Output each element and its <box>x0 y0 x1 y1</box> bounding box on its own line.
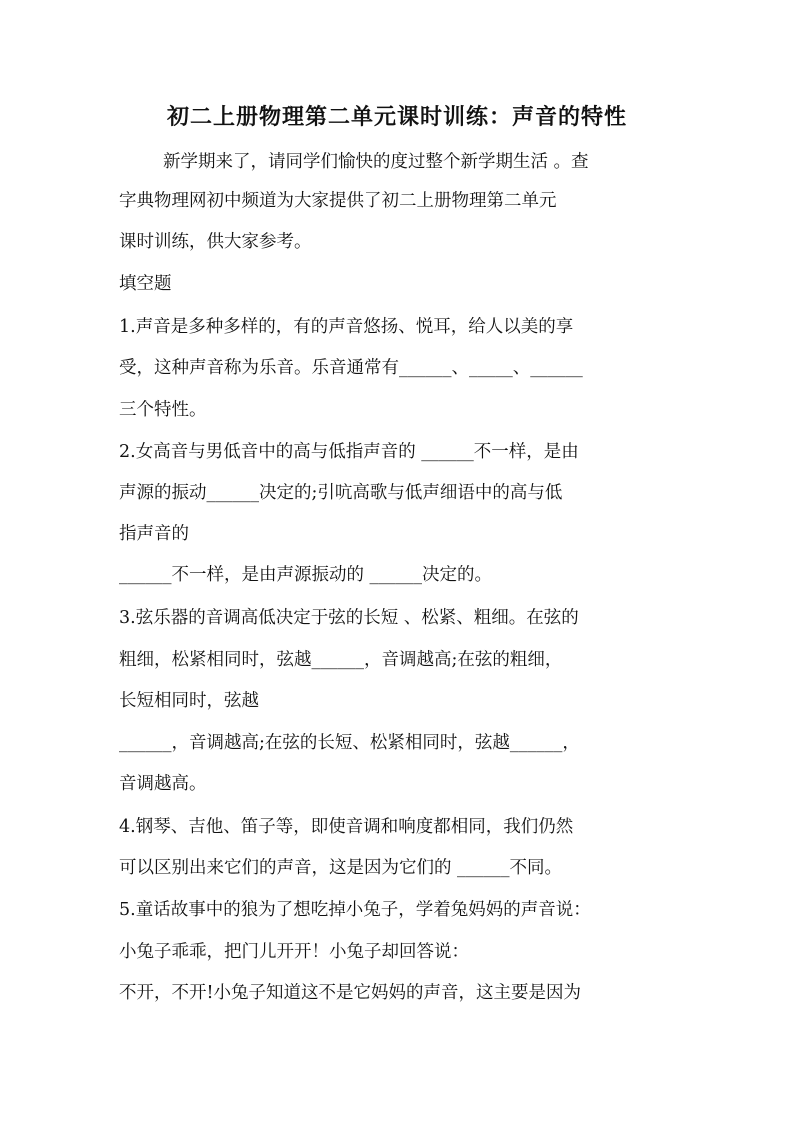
question-5-line-1: 5.童话故事中的狼为了想吃掉小兔子，学着兔妈妈的声音说： <box>119 900 591 920</box>
question-3-line-4: ______，音调越高;在弦的长短、松紧相同时，弦越______， <box>119 733 580 753</box>
question-1-line-1: 1.声音是多种多样的，有的声音悠扬、悦耳，给人以美的享 <box>119 317 574 337</box>
question-1-line-2: 受，这种声音称为乐音。乐音通常有______、_____、______ <box>119 358 583 378</box>
intro-line-2: 字典物理网初中频道为大家提供了初二上册物理第二单元 <box>119 191 557 211</box>
question-3-line-5: 音调越高。 <box>119 774 207 794</box>
question-1-line-3: 三个特性。 <box>119 400 207 420</box>
question-2-line-3: 指声音的 <box>119 524 189 544</box>
question-2-line-2: 声源的振动______决定的;引吭高歌与低声细语中的高与低 <box>119 483 563 503</box>
question-2-line-1: 2.女高音与男低音中的高与低指声音的 ______不一样，是由 <box>119 442 579 462</box>
intro-line-1: 新学期来了，请同学们愉快的度过整个新学期生活 。查 <box>163 152 589 172</box>
question-2-line-4: ______不一样，是由声源振动的 ______决定的。 <box>119 565 493 585</box>
question-4-line-2: 可以区别出来它们的声音，这是因为它们的 ______不同。 <box>119 858 563 878</box>
section-heading: 填空题 <box>119 274 172 294</box>
intro-line-3: 课时训练，供大家参考。 <box>119 232 312 252</box>
question-3-line-3: 长短相同时，弦越 <box>119 691 259 711</box>
question-3-line-2: 粗细，松紧相同时，弦越______，音调越高;在弦的粗细， <box>119 650 563 670</box>
page-title: 初二上册物理第二单元课时训练：声音的特性 <box>166 104 627 130</box>
question-4-line-1: 4.钢琴、吉他、笛子等，即使音调和响度都相同，我们仍然 <box>119 817 574 837</box>
question-3-line-1: 3.弦乐器的音调高低决定于弦的长短 、松紧、粗细。在弦的 <box>119 608 579 628</box>
question-5-line-3: 不开，不开!小兔子知道这不是它妈妈的声音，这主要是因为 <box>119 983 582 1003</box>
question-5-line-2: 小兔子乖乖，把门儿开开！小兔子却回答说： <box>119 942 469 962</box>
